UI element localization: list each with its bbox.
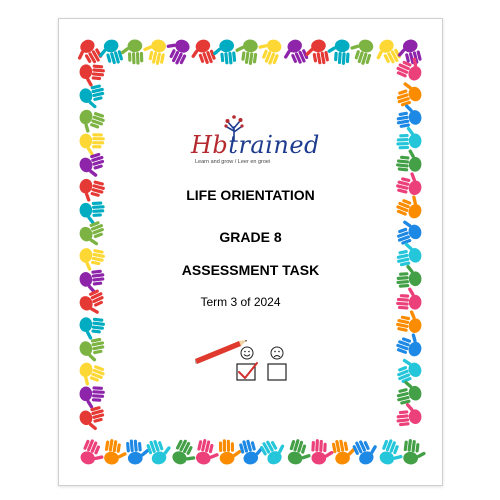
handprint-icon (331, 437, 358, 466)
grade-title: GRADE 8 (219, 229, 282, 245)
handprint-icon (140, 37, 168, 66)
smiley-happy-icon (241, 347, 253, 359)
handprint-icon (279, 37, 310, 69)
handprint-icon (78, 337, 107, 364)
logo-tagline: Learn and grow / Leer en groei (195, 159, 271, 165)
handprint-icon (145, 435, 175, 466)
handprint-icon (395, 329, 426, 359)
handprint-icon (78, 316, 106, 342)
handprint-icon (79, 201, 105, 225)
handprint-icon (395, 307, 424, 335)
handprint-icon (396, 148, 423, 173)
handprint-icon (303, 38, 330, 67)
handprint-icon (286, 438, 315, 469)
handprint-icon (75, 360, 107, 390)
handprint-icon (311, 439, 335, 465)
term-label: Term 3 of 2024 (200, 295, 281, 309)
handprint-icon (78, 405, 108, 434)
handprint-icon (394, 102, 423, 129)
logo-wordmark (191, 131, 320, 159)
handprint-icon (402, 438, 428, 466)
handprint-icon (253, 35, 284, 67)
handprint-icon (392, 78, 423, 107)
task-title: ASSESSMENT TASK (181, 262, 320, 278)
checked-box-icon (237, 363, 257, 380)
handprint-icon (79, 133, 105, 156)
handprint-icon (78, 437, 109, 469)
handprint-icon (170, 437, 202, 470)
handprint-icon (395, 401, 422, 426)
handprint-icon (78, 84, 108, 112)
handprint-icon (346, 35, 375, 66)
handprint-icon (78, 63, 105, 88)
handprint-icon (78, 152, 109, 181)
handprint-icon (219, 439, 242, 465)
handprint-icon (392, 354, 424, 385)
smiley-sad-icon (271, 347, 283, 359)
subject-title: LIFE ORIENTATION (186, 187, 315, 203)
handprint-icon (126, 438, 151, 465)
logo-prefix: Hb (191, 131, 229, 159)
handprint-icon (396, 126, 422, 150)
handprint-icon (103, 438, 129, 466)
handprint-icon (377, 437, 407, 469)
handprint-icon (326, 39, 350, 66)
document-page (58, 18, 443, 486)
logo-suffix: trained (228, 131, 320, 159)
handprint-icon (75, 107, 106, 137)
handprint-icon (194, 438, 222, 468)
assessment-illustration (195, 331, 305, 391)
pencil-icon (195, 340, 247, 364)
handprint-icon (258, 434, 290, 467)
hbtrained-logo (191, 117, 321, 169)
handprint-icon (161, 34, 193, 67)
handprint-icon (351, 434, 382, 466)
handprint-icon (233, 38, 259, 66)
handprint-icon (370, 37, 402, 70)
empty-box-icon (268, 364, 286, 380)
handprint-icon (79, 386, 105, 410)
handprint-icon (211, 39, 236, 66)
handprint-icon (393, 377, 423, 405)
handprint-icon (120, 39, 144, 65)
handprint-icon (187, 37, 217, 68)
